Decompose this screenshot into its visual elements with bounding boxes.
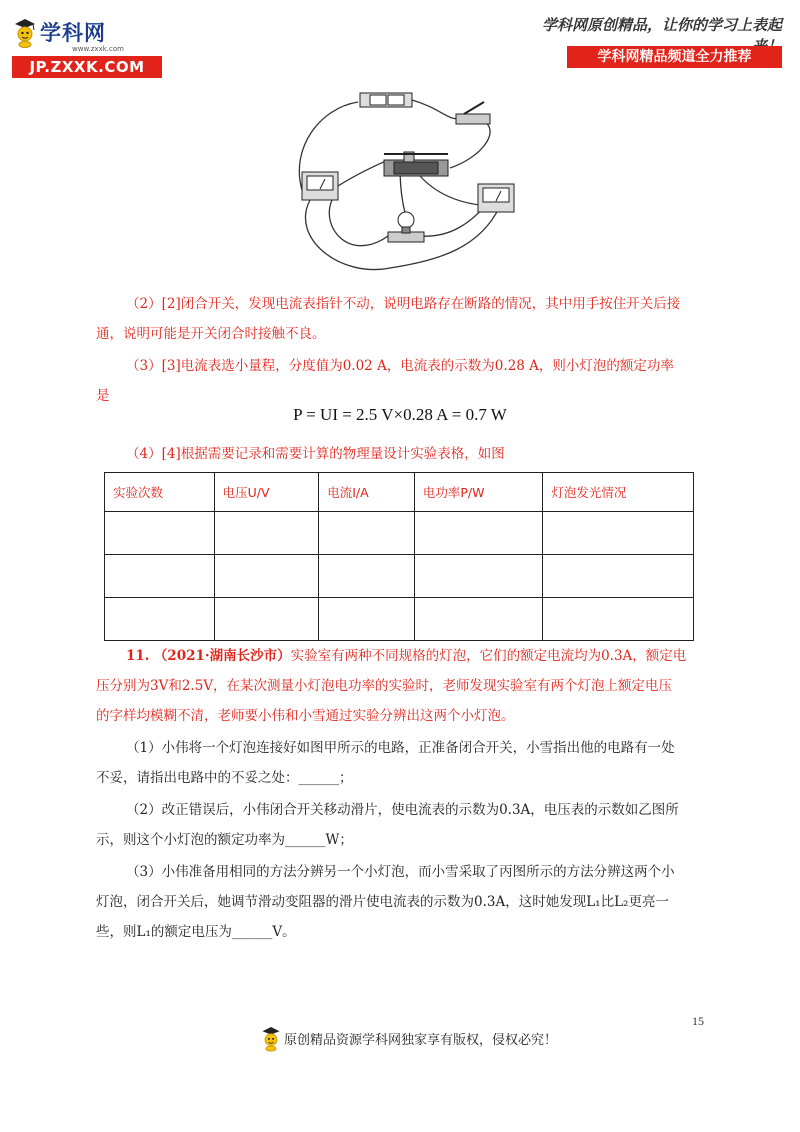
question-11-part-2-line-1: （2）改正错误后，小伟闭合开关移动滑片，使电流表的示数为0.3A，电压表的示数如乙图所: [126, 802, 679, 818]
table-header-cell: 实验次数: [105, 473, 215, 512]
power-formula: P = UI = 2.5 V×0.28 A = 0.7 W: [293, 405, 507, 424]
table-row: [105, 512, 694, 555]
ammeter-icon: [478, 184, 514, 212]
switch-icon: [456, 102, 490, 124]
answer-blank-3[interactable]: ______: [231, 924, 273, 940]
question-11-part-2-line-2: [96, 826, 706, 854]
question-11-part-3-line-2: 灯泡，闭合开关后，她调节滑动变阻器的滑片使电流表的示数为0.3A，这时她发现L₁比L₂更亮一: [96, 894, 669, 910]
part-3-text: 些，则L₁的额定电压为: [96, 924, 232, 940]
header-banner: 学科网精品频道全力推荐: [567, 46, 782, 68]
question-stem: 实验室有两种不同规格的灯泡，它们的额定电流均为0.3A，额定电: [290, 648, 687, 664]
answer-2-line-2: 通，说明可能是开关闭合时接触不良。: [96, 326, 326, 342]
table-header-cell: 电压U/V: [214, 473, 319, 512]
question-11-part-3-line-1: （3）小伟准备用相同的方法分辨另一个小灯泡，而小雪采取了丙图所示的方法分辨这两个小: [126, 864, 675, 880]
battery-holder-icon: [360, 93, 412, 107]
footer-copyright: 原创精品资源学科网独家享有版权，侵权必究！: [284, 1032, 558, 1048]
footer: [260, 1020, 557, 1056]
answer-blank-2[interactable]: ______: [285, 832, 326, 848]
logo-name: 学科网: [40, 21, 106, 45]
experiment-table: [104, 472, 694, 641]
circuit-diagram: [280, 88, 520, 278]
table-header-cell: 电流I/A: [319, 473, 415, 512]
header-slogan: 学科网原创精品，让你的学习上表起: [541, 16, 782, 34]
answer-2-line-1: （2）[2]闭合开关，发现电流表指针不动，说明电路存在断路的情况，其中用手按住开关后接: [126, 296, 681, 312]
answer-blank-1[interactable]: ______: [298, 770, 339, 786]
question-11-part-1-line-1: （1）小伟将一个灯泡连接好如图甲所示的电路，正准备闭合开关，小雪指出他的电路有一处: [126, 740, 675, 756]
question-11-part-1-line-2: [96, 764, 706, 792]
logo-small-url: www.zxxk.com: [72, 45, 124, 53]
table-header-row: [105, 473, 694, 512]
question-11-stem-line-2: 压分别为3V和2.5V，在某次测量小灯泡电功率的实验时，老师发现实验室有两个灯泡上额定电压: [96, 678, 673, 694]
part-3-end: V。: [272, 924, 296, 940]
page-number: 15: [692, 1014, 704, 1028]
table-header-cell: 电功率P/W: [414, 473, 543, 512]
mascot-icon: [12, 16, 38, 48]
part-2-end: W；: [325, 832, 353, 848]
logo-url[interactable]: JP.ZXXK.COM: [12, 56, 162, 78]
voltmeter-icon: [302, 172, 338, 200]
mascot-icon: [260, 1023, 282, 1053]
question-number: 11.: [126, 648, 150, 664]
answer-3-line-1: （3）[3]电流表选小量程，分度值为0.02 A，电流表的示数为0.28 A，则小灯泡的额定功率: [126, 358, 674, 374]
table-row: [105, 598, 694, 641]
question-11-stem-line-1: [96, 642, 706, 670]
question-source: （2021·湖南长沙市）: [153, 648, 291, 664]
answer-4: （4）[4]根据需要记录和需要计算的物理量设计实验表格，如图: [126, 446, 505, 462]
site-logo[interactable]: [12, 12, 162, 74]
rheostat-icon: [384, 152, 448, 176]
part-1-text: 不妥，请指出电路中的不妥之处：: [96, 770, 299, 786]
bulb-icon: [388, 212, 424, 242]
table-header-cell: 灯泡发光情况: [543, 473, 694, 512]
question-11-stem-line-3: 的字样均模糊不清，老师要小伟和小雪通过实验分辨出这两个小灯泡。: [96, 708, 515, 724]
part-2-text: 示，则这个小灯泡的额定功率为: [96, 832, 285, 848]
answer-3-line-2: 是: [96, 388, 110, 404]
table-row: [105, 555, 694, 598]
question-11-part-3-line-3: [96, 918, 706, 946]
part-1-end: ；: [339, 770, 353, 786]
